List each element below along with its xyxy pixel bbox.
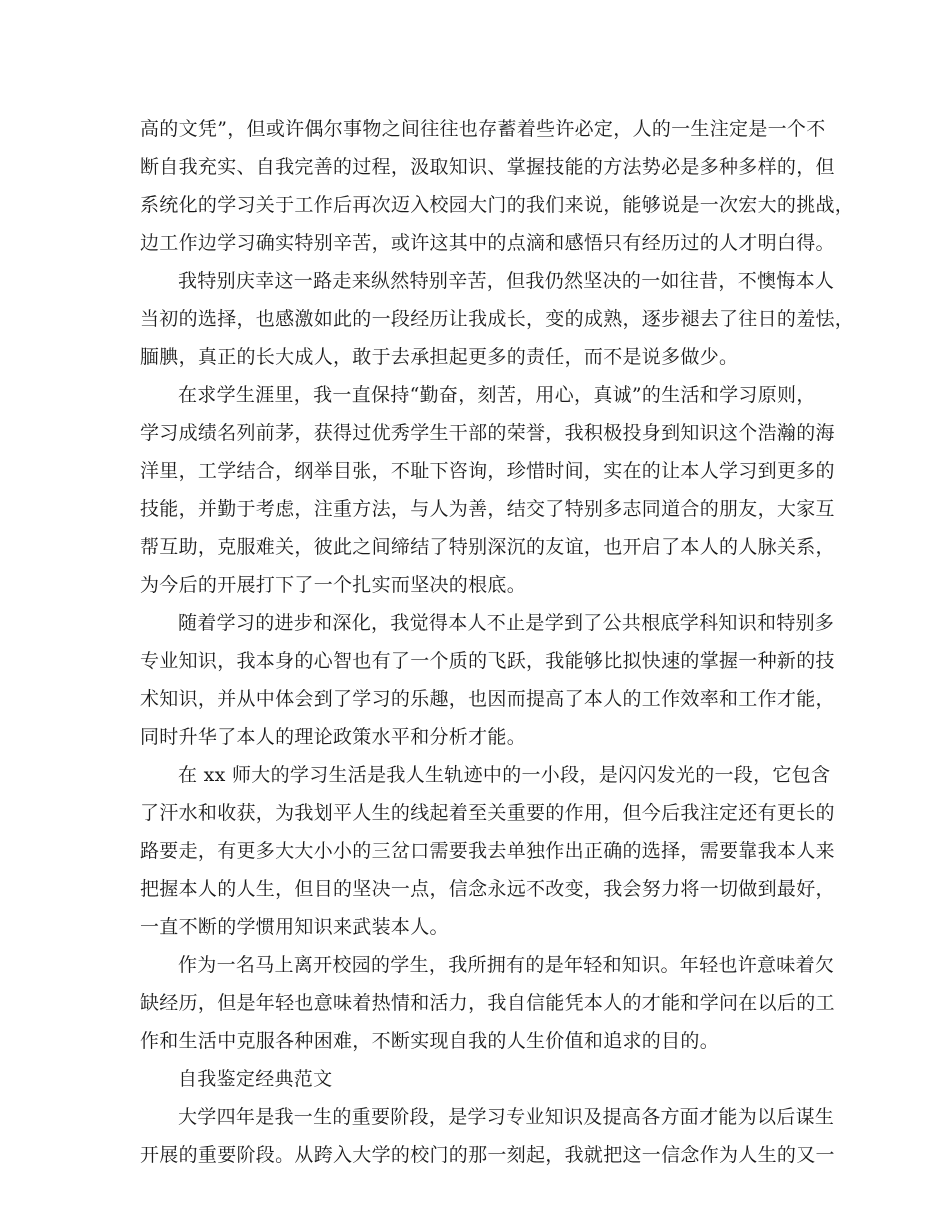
- text-line: 当初的选择，也感激如此的一段经历让我成长，变的成熟，逐步褪去了往日的羞怯，: [140, 308, 855, 330]
- text-line: 路要走，有更多大大小小的三岔口需要我去单独作出正确的选择，需要靠我本人来: [140, 840, 835, 862]
- paragraph-start-line: 作为一名马上离开校园的学生，我所拥有的是年轻和知识。年轻也许意味着欠: [178, 954, 835, 976]
- text-line: 缺经历，但是年轻也意味着热情和活力，我自信能凭本人的才能和学问在以后的工: [140, 992, 835, 1014]
- text-line: 技能，并勤于考虑，注重方法，与人为善，结交了特别多志同道合的朋友，大家互: [140, 498, 835, 520]
- text-line: 边工作边学习确实特别辛苦，或许这其中的点滴和感悟只有经历过的人才明白得。: [140, 232, 835, 254]
- text-line: 把握本人的人生，但目的坚决一点，信念永远不改变，我会努力将一切做到最好，: [140, 878, 835, 900]
- text-line: 系统化的学习关于工作后再次迈入校园大门的我们来说，能够说是一次宏大的挑战，: [140, 194, 855, 216]
- text-line: 一直不断的学惯用知识来武装本人。: [140, 916, 449, 938]
- paragraph-start-line: 随着学习的进步和深化，我觉得本人不止是学到了公共根底学科知识和特别多: [178, 612, 835, 634]
- text-line: 开展的重要阶段。从跨入大学的校门的那一刻起，我就把这一信念作为人生的又一: [140, 1144, 835, 1166]
- text-line: 同时升华了本人的理论政策水平和分析才能。: [140, 726, 527, 748]
- section-heading: 自我鉴定经典范文: [178, 1068, 333, 1090]
- text-line: 了汗水和收获，为我划平人生的线起着至关重要的作用，但今后我注定还有更长的: [140, 802, 835, 824]
- paragraph-start-line: 在求学生涯里，我一直保持“勤奋，刻苦，用心，真诚”的生活和学习原则，: [178, 384, 816, 406]
- text-line: 作和生活中克服各种困难，不断实现自我的人生价值和追求的目的。: [140, 1030, 720, 1052]
- text-line: 帮互助，克服难关，彼此之间缔结了特别深沉的友谊，也开启了本人的人脉关系，: [140, 536, 835, 558]
- text-line: 高的文凭”，但或许偶尔事物之间往往也存蓄着些许必定，人的一生注定是一个不: [140, 118, 826, 140]
- text-line: 断自我充实、自我完善的过程，汲取知识、掌握技能的方法势必是多种多样的，但: [140, 156, 835, 178]
- text-line: 学习成绩名列前茅，获得过优秀学生干部的荣誉，我积极投身到知识这个浩瀚的海: [140, 422, 835, 444]
- text-line: 术知识，并从中体会到了学习的乐趣，也因而提高了本人的工作效率和工作才能，: [140, 688, 835, 710]
- paragraph-start-line: 我特别庆幸这一路走来纵然特别辛苦，但我仍然坚决的一如往昔，不懊悔本人: [178, 270, 835, 292]
- text-line: 腼腆，真正的长大成人，敢于去承担起更多的责任，而不是说多做少。: [140, 346, 739, 368]
- paragraph-start-line: 在 xx 师大的学习生活是我人生轨迹中的一小段，是闪闪发光的一段，它包含: [178, 764, 831, 786]
- text-line: 为今后的开展打下了一个扎实而坚决的根底。: [140, 574, 527, 596]
- paragraph-start-line: 大学四年是我一生的重要阶段，是学习专业知识及提高各方面才能为以后谋生: [178, 1106, 835, 1128]
- text-line: 洋里，工学结合，纲举目张，不耻下咨询，珍惜时间，实在的让本人学习到更多的: [140, 460, 835, 482]
- text-line: 专业知识，我本身的心智也有了一个质的飞跃，我能够比拟快速的掌握一种新的技: [140, 650, 835, 672]
